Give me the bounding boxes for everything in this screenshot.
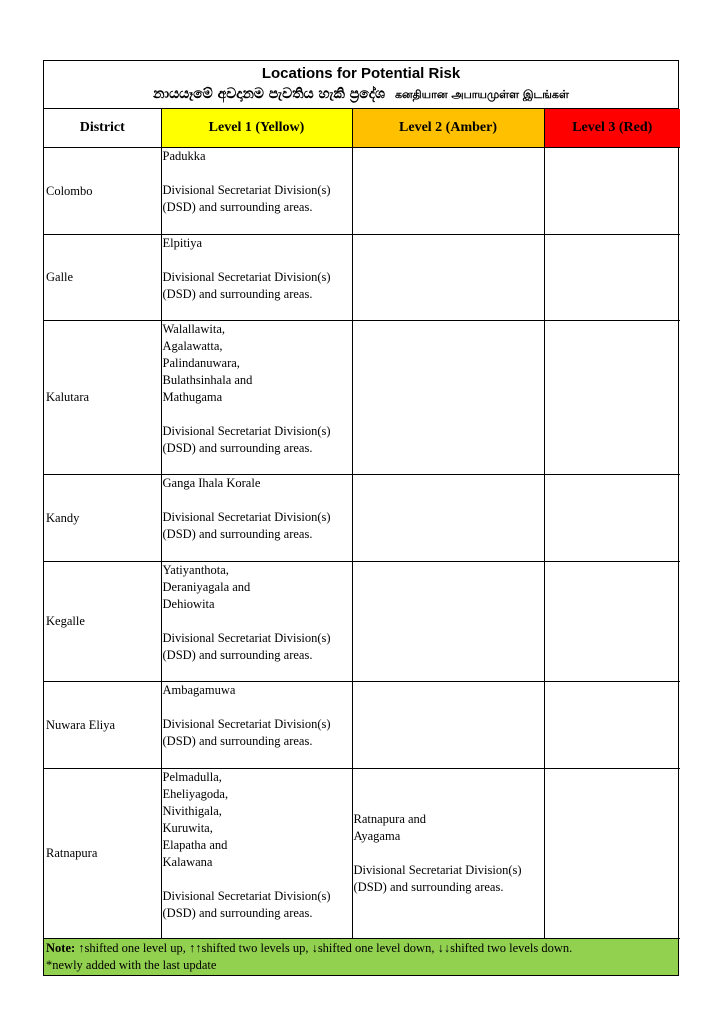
district-cell: Kandy: [44, 475, 161, 562]
level3-cell: [544, 235, 680, 321]
dsd-note: Divisional Secretariat Division(s) (DSD) and surrounding areas.: [162, 183, 331, 214]
level1-locations: Elpitiya: [162, 236, 203, 250]
dsd-note: Divisional Secretariat Division(s) (DSD) and surrounding areas.: [162, 889, 331, 920]
level1-locations: Ambagamuwa: [162, 683, 236, 697]
page-title-local: [44, 83, 678, 106]
level1-cell: [161, 562, 352, 682]
table-row: [44, 321, 680, 475]
district-cell: Nuwara Eliya: [44, 682, 161, 769]
dsd-note: Divisional Secretariat Division(s) (DSD) and surrounding areas.: [162, 717, 331, 748]
level2-cell: [352, 562, 544, 682]
title-sinhala: නායයෑමේ අවදානම පැවතිය හැකි ප්‍රදේශ: [153, 86, 385, 102]
risk-table-sheet: [43, 60, 679, 976]
district-cell: Kalutara: [44, 321, 161, 475]
level1-cell: [161, 682, 352, 769]
level2-cell: [352, 148, 544, 235]
footnote: [44, 939, 678, 975]
dsd-note: Divisional Secretariat Division(s) (DSD) and surrounding areas.: [162, 270, 331, 301]
level3-cell: [544, 682, 680, 769]
table-row: [44, 235, 680, 321]
dsd-note: Divisional Secretariat Division(s) (DSD) and surrounding areas.: [162, 631, 331, 662]
title-tamil: கனதியான அபாயமுள்ள இடங்கள்: [394, 88, 569, 101]
table-row: [44, 682, 680, 769]
level2-cell: [352, 769, 544, 939]
district-cell: Kegalle: [44, 562, 161, 682]
level1-locations: Pelmadulla, Eheliyagoda, Nivithigala, Kuruwita, Elapatha and Kalawana: [162, 770, 229, 869]
table-row: [44, 562, 680, 682]
header-district: District: [44, 109, 161, 148]
level1-locations: Ganga Ihala Korale: [162, 476, 261, 490]
table-row: [44, 475, 680, 562]
risk-table: [44, 109, 680, 939]
table-header-row: [44, 109, 680, 148]
level1-locations: Yatiyanthota, Deraniyagala and Dehiowita: [162, 563, 251, 611]
footnote-line2: *newly added with the last update: [46, 958, 217, 972]
header-level2: Level 2 (Amber): [352, 109, 544, 148]
district-cell: Ratnapura: [44, 769, 161, 939]
footnote-label: Note:: [46, 941, 76, 955]
dsd-note: Divisional Secretariat Division(s) (DSD) and surrounding areas.: [353, 863, 522, 894]
footnote-arrows: ↑shifted one level up, ↑↑shifted two levels up, ↓shifted one level down, ↓↓shifted two levels down.: [78, 941, 573, 955]
level3-cell: [544, 769, 680, 939]
level1-cell: [161, 148, 352, 235]
district-cell: Galle: [44, 235, 161, 321]
level2-cell: [352, 321, 544, 475]
dsd-note: Divisional Secretariat Division(s) (DSD) and surrounding areas.: [162, 424, 331, 455]
level2-cell: [352, 475, 544, 562]
page-title: Locations for Potential Risk: [261, 65, 461, 82]
level1-locations: Walallawita, Agalawatta, Palindanuwara, Bulathsinhala and Mathugama: [162, 322, 253, 404]
table-row: [44, 769, 680, 939]
district-cell: Colombo: [44, 148, 161, 235]
level1-cell: [161, 235, 352, 321]
table-row: [44, 148, 680, 235]
level2-cell: [352, 235, 544, 321]
level1-locations: Padukka: [162, 149, 206, 163]
level2-cell: [352, 682, 544, 769]
level3-cell: [544, 321, 680, 475]
header-level1: Level 1 (Yellow): [161, 109, 352, 148]
level1-cell: [161, 475, 352, 562]
footnote-line1: [46, 940, 676, 957]
level1-cell: [161, 769, 352, 939]
header-level3: Level 3 (Red): [544, 109, 680, 148]
title-block: [44, 61, 678, 109]
level3-cell: [544, 148, 680, 235]
level3-cell: [544, 562, 680, 682]
dsd-note: Divisional Secretariat Division(s) (DSD) and surrounding areas.: [162, 510, 331, 541]
level1-cell: [161, 321, 352, 475]
level2-locations: Ratnapura and Ayagama: [353, 812, 427, 843]
level3-cell: [544, 475, 680, 562]
